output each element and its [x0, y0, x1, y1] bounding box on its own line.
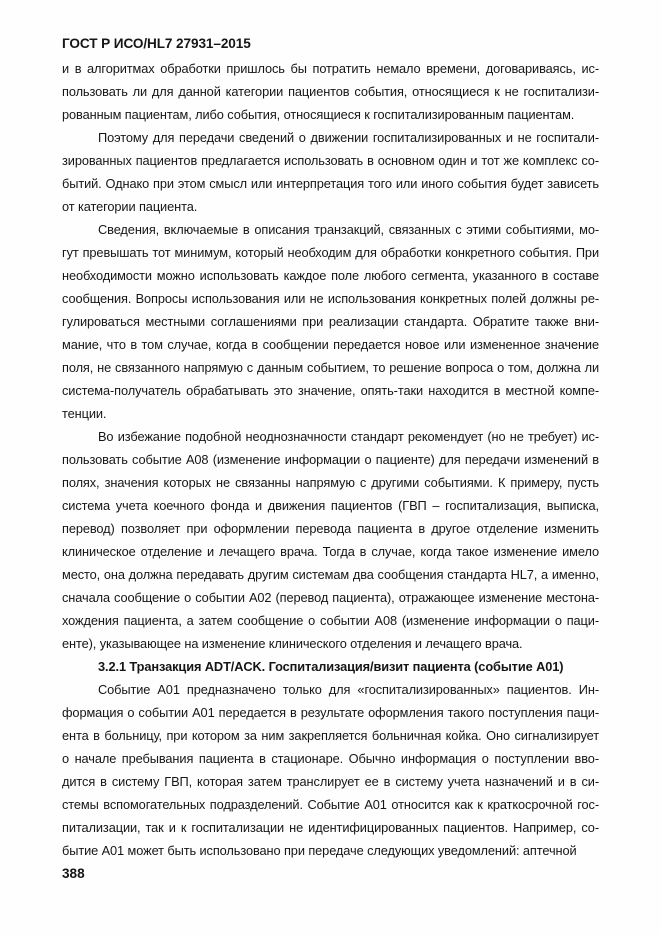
text-line: Поэтому для передачи сведений о движении госпитализированных и не госпитали- [98, 130, 599, 145]
paragraph [62, 126, 599, 218]
text-line: о начале пребывания пациента в стационаре. Обычно информация о поступлении вво- [62, 751, 599, 766]
paragraph [62, 218, 599, 425]
text-line: система-получатель обрабатывать это значение, опять-таки находится в местной компе- [62, 383, 599, 398]
text-line: хождения пациента, а затем сообщение о событии A08 (изменение информации о паци- [62, 613, 599, 628]
text-line: тенции. [62, 406, 107, 421]
text-line: 3.2.1 Транзакция ADT/ACK. Госпитализация/визит пациента (событие A01) [98, 659, 564, 674]
text-line: полях, значения которых не связанны напрямую с другими событиями. К примеру, пусть [62, 475, 599, 490]
text-line: Во избежание подобной неоднозначности стандарт рекомендует (но не требует) ис- [98, 429, 599, 444]
text-line: дится в систему ГВП, которая затем транслирует ее в систему учета назначений и в си- [62, 774, 599, 789]
text-line: необходимости можно использовать каждое поле любого сегмента, указанного в составе [62, 268, 599, 283]
text-line: пользовать событие A08 (изменение информации о пациенте) для передачи изменений в [62, 452, 599, 467]
running-header: ГОСТ Р ИСО/HL7 27931–2015 [62, 36, 251, 51]
paragraph [62, 57, 599, 126]
text-line: Событие A01 предназначено только для «госпитализированных» пациентов. Ин- [98, 682, 599, 697]
text-line: перевод) позволяет при оформлении перевода пациента в другое отделение изменить [62, 521, 599, 536]
section-heading [62, 655, 599, 678]
paragraph [62, 425, 599, 655]
paragraph [62, 678, 599, 862]
text-line: стемы вспомогательных подразделений. Событие A01 относится как к краткосрочной гос- [62, 797, 599, 812]
text-line: мание, что в том случае, когда в сообщении передается новое или измененное значение [62, 337, 599, 352]
text-line: бытий. Однако при этом смысл или интерпретация того или иного события будет зависеть [62, 176, 599, 191]
text-line: и в алгоритмах обработки пришлось бы потратить немало времени, договариваясь, ис- [62, 61, 599, 76]
text-line: клиническое отделение и лечащего врача. Тогда в случае, когда такое изменение имело [62, 544, 599, 559]
text-line: пользовать ли для данной категории пациентов события, относящиеся к не госпитализи- [62, 84, 599, 99]
text-line: поля, не связанного напрямую с данным событием, то решение вопроса о том, должна ли [62, 360, 599, 375]
text-line: рованным пациентам, либо события, относящиеся к госпитализированным пациентам. [62, 107, 575, 122]
text-line: енте), указывающее на изменение клинического отделения и лечащего врача. [62, 636, 523, 651]
page-number: 388 [62, 866, 85, 881]
text-line: гулироваться местными соглашениями при реализации стандарта. Обратите также вни- [62, 314, 599, 329]
text-line: сообщения. Вопросы использования или не использования конкретных полей должны ре- [62, 291, 599, 306]
text-line: сначала сообщение о событии A02 (перевод пациента), отражающее изменение местона- [62, 590, 599, 605]
text-line: от категории пациента. [62, 199, 198, 214]
document-body [62, 57, 599, 862]
text-line: гут превышать тот минимум, который необходим для обработки конкретного события. При [62, 245, 599, 260]
text-line: ента в больницу, при котором за ним закрепляется больничная койка. Оно сигнализирует [62, 728, 599, 743]
text-line: питализации, так и к госпитализации не идентифицированных пациентов. Например, со- [62, 820, 599, 835]
text-line: формация о событии A01 передается в результате оформления такого поступления паци- [62, 705, 599, 720]
text-line: зированных пациентов предлагается использовать в основном один и тот же комплекс со- [62, 153, 599, 168]
text-line: система учета коечного фонда и движения пациентов (ГВП – госпитализация, выписка, [62, 498, 599, 513]
text-line: Сведения, включаемые в описания транзакций, связанных с этими событиями, мо- [98, 222, 599, 237]
text-line: бытие A01 может быть использовано при передаче следующих уведомлений: аптечной [62, 843, 577, 858]
text-line: место, она должна передавать другим системам два сообщения стандарта HL7, а именно, [62, 567, 599, 582]
